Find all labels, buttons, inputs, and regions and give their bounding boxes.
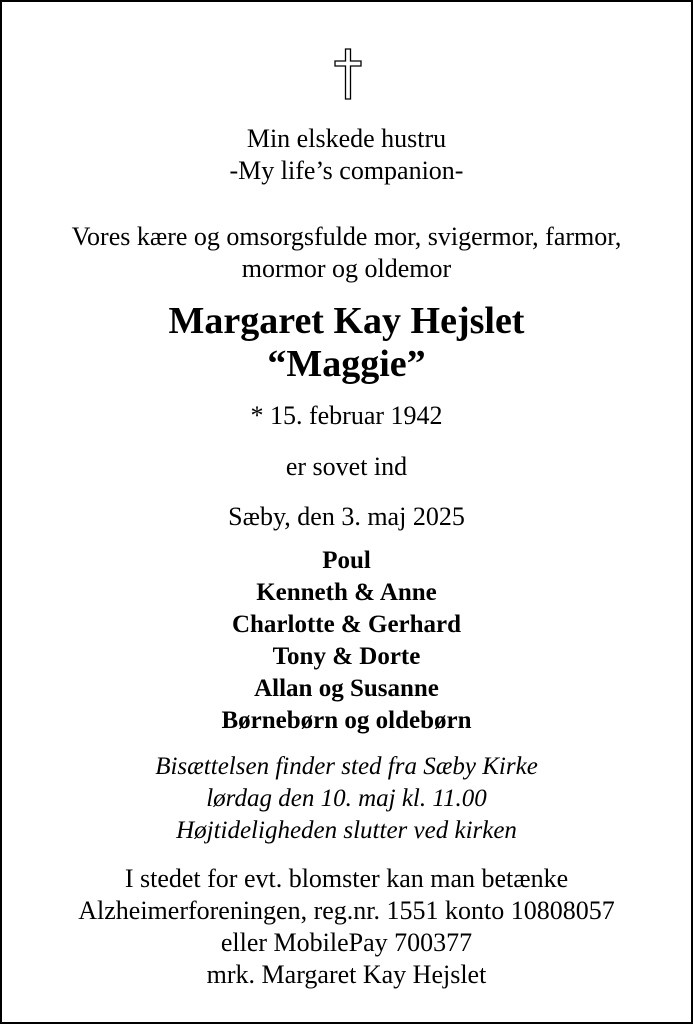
relation-line-2: mormor og oldemor	[241, 254, 452, 283]
family-member: Poul	[322, 547, 371, 574]
funeral-line-1: Bisættelsen finder sted fra Sæby Kirke	[155, 753, 538, 780]
deceased-name: Margaret Kay Hejslet	[168, 300, 525, 342]
family-member: Kenneth & Anne	[256, 579, 437, 606]
family-member: Tony & Dorte	[272, 643, 421, 670]
intro-line-2: -My life’s companion-	[229, 156, 464, 185]
donation-line-2: Alzheimerforeningen, reg.nr. 1551 konto 10808057	[78, 896, 615, 925]
birth-date: * 15. februar 1942	[250, 401, 443, 430]
family-member: Børnebørn og oldebørn	[221, 707, 472, 734]
donation-line-3: eller MobilePay 700377	[220, 928, 473, 957]
intro-line-1: Min elskede hustru	[246, 124, 447, 153]
donation-line-4: mrk. Margaret Kay Hejslet	[206, 960, 487, 989]
deceased-nickname: “Maggie”	[267, 343, 426, 385]
family-member: Allan og Susanne	[254, 675, 439, 702]
place-and-date: Sæby, den 3. maj 2025	[228, 502, 465, 531]
donation-line-1: I stedet for evt. blomster kan man betænke	[124, 864, 569, 893]
funeral-line-3: Højtideligheden slutter ved kirken	[176, 817, 517, 844]
relation-line-1: Vores kære og omsorgsfulde mor, svigermor, farmor,	[71, 222, 622, 251]
latin-cross-icon	[334, 48, 362, 100]
death-phrase: er sovet ind	[285, 452, 408, 481]
funeral-line-2: lørdag den 10. maj kl. 11.00	[206, 785, 487, 812]
family-member: Charlotte & Gerhard	[231, 611, 462, 638]
